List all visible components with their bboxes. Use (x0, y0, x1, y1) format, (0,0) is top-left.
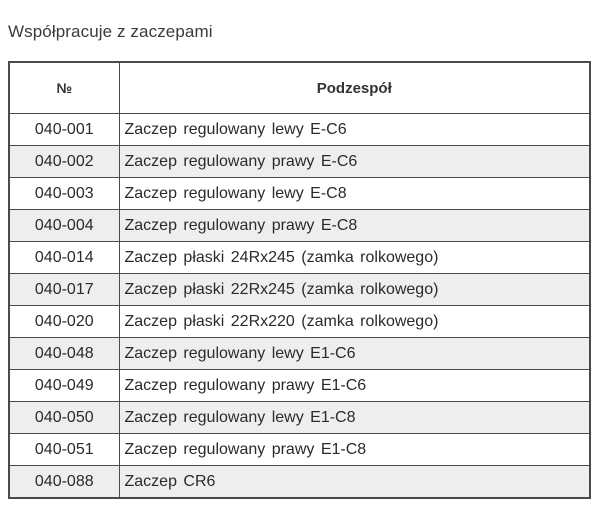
part-name-cell: Zaczep płaski 22Rx220 (zamka rolkowego) (119, 306, 590, 338)
part-name-cell: Zaczep regulowany prawy E-C8 (119, 210, 590, 242)
table-row (9, 434, 590, 466)
part-number-cell: 040-088 (9, 466, 119, 499)
table-row (9, 178, 590, 210)
table-body (9, 114, 590, 499)
part-number-cell: 040-048 (9, 338, 119, 370)
part-name-cell: Zaczep regulowany lewy E-C6 (119, 114, 590, 146)
page-heading: Współpracuje z zaczepami (8, 22, 213, 41)
part-number-cell: 040-051 (9, 434, 119, 466)
part-number-cell: 040-020 (9, 306, 119, 338)
part-name-cell: Zaczep CR6 (119, 466, 590, 499)
table-row (9, 242, 590, 274)
part-number-cell: 040-050 (9, 402, 119, 434)
table-header (9, 62, 590, 114)
part-name-cell: Zaczep płaski 24Rx245 (zamka rolkowego) (119, 242, 590, 274)
column-header-part: Podzespół (119, 62, 590, 114)
part-number-cell: 040-017 (9, 274, 119, 306)
part-name-cell: Zaczep regulowany prawy E1-C8 (119, 434, 590, 466)
table-row (9, 274, 590, 306)
part-name-cell: Zaczep płaski 22Rx245 (zamka rolkowego) (119, 274, 590, 306)
table-row (9, 146, 590, 178)
part-name-cell: Zaczep regulowany prawy E1-C6 (119, 370, 590, 402)
part-name-cell: Zaczep regulowany lewy E-C8 (119, 178, 590, 210)
part-number-cell: 040-004 (9, 210, 119, 242)
table-row (9, 466, 590, 499)
table-row (9, 338, 590, 370)
header-row (9, 62, 590, 114)
part-number-cell: 040-003 (9, 178, 119, 210)
part-name-cell: Zaczep regulowany prawy E-C6 (119, 146, 590, 178)
part-number-cell: 040-001 (9, 114, 119, 146)
table-row (9, 370, 590, 402)
part-name-cell: Zaczep regulowany lewy E1-C6 (119, 338, 590, 370)
part-name-cell: Zaczep regulowany lewy E1-C8 (119, 402, 590, 434)
part-number-cell: 040-049 (9, 370, 119, 402)
part-number-cell: 040-014 (9, 242, 119, 274)
table-row (9, 210, 590, 242)
part-number-cell: 040-002 (9, 146, 119, 178)
table-row (9, 114, 590, 146)
table-row (9, 306, 590, 338)
column-header-number: № (9, 62, 119, 114)
parts-table (8, 61, 591, 499)
table-row (9, 402, 590, 434)
